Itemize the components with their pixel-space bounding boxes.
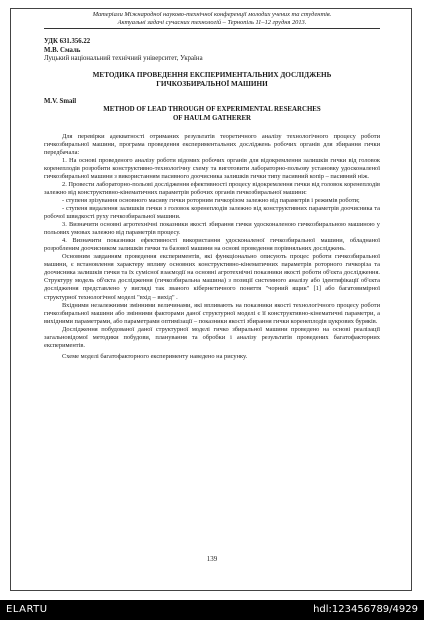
running-header-line1: Матеріали Міжнародної науково-технічної конференції молодих учених та студентів. bbox=[92, 11, 332, 18]
sub-list-item: - ступеня видалення залишків гички з головок коренеплодів залежно від конструктивних параметрів доочисника та робочої швидкості руху гичкозбиральної машини. bbox=[44, 204, 380, 221]
figure-reference: Схеме моделі багатофакторного експерименту наведено на рисунку. bbox=[62, 352, 248, 360]
paragraph: Для перевірки адекватності отриманих результатів теоретичного аналізу технологічного процесу роботи гичкозбиральної машини, програма проведення експериментальних досліджень робочих органів для збирання гички передбачала: bbox=[44, 132, 380, 156]
list-item: 1. На основі проведеного аналізу роботи відомих робочих органів для відокремлення залишків гички від головок коренеплодів розробити конструктивно-технологічну схему та виготовити лабораторно-польову установку удосконаленої гичкозбиральної машини з використанням пасивного доочисника залишків гички типу пасивний копір – пасивний ніж. bbox=[44, 156, 380, 180]
repository-footer-bar bbox=[0, 600, 424, 620]
paragraph: Основним завданням проведення експериментів, які функціонально описують процес роботи гичкозбиральної машини, є встановлення характеру впливу основних конструктивно-кінематичних параметрів роторного гичкоріза та доочисника залишків гички та їх сумісної взаємодії на основні агротехнічні показники якості роботи об'єкта дослідження. Структуру модель об'єкта дослідження (гичкозбиральна машина) з позиції системного аналізу або ідентифікації об'єкта дослідження представлено у вигляді так званого кібернетичного поняття "чорний ящик" [1] або багатовимірної структурної технологічної моделі "вхід – вихід" . bbox=[44, 253, 380, 301]
list-item: 3. Визначити основні агротехнічні показники якості збирання гички удосконаленою гичкозбиральною машиною у польових умовах залежно від параметрів процесу. bbox=[44, 221, 380, 237]
list-item: 4. Визначити показники ефективності використання удосконаленої гичкозбиральної машини, обладнаної розробленим доочисником залишків гички та базової машини на основі проведення порівняльних досліджень. bbox=[44, 237, 380, 253]
udk-code: УДК 631.356.22 bbox=[44, 38, 91, 45]
repository-name: ELARTU bbox=[6, 604, 48, 615]
article-title-en bbox=[44, 106, 380, 123]
page-number: 139 bbox=[206, 555, 218, 563]
running-header-line2: Актуальні задачі сучасних технологій – Тернопіль 11–12 грудня 2013. bbox=[117, 19, 307, 26]
title-en-line2: OF HAULM GATHERER bbox=[172, 114, 252, 122]
page-content bbox=[44, 11, 380, 361]
paragraph: Дослідження побудованої даної структурної моделі гичко збиральної машини проведено на основі реалізації загальновідомої методики побудови, планування та обробки і аналізу результатів проведених багатофакторних експериментів. bbox=[44, 325, 380, 349]
list-item: 2. Провести лабораторно-польові дослідження ефективності процесу відокремлення гички від головок коренеплодів залежно від конструктивно-кінематичних параметрів робочих органів гичкозбиральної машини: bbox=[44, 180, 380, 196]
title-en-line1: METHOD OF LEAD THROUGH OF EXPERIMENTAL RESEARCHES bbox=[103, 106, 321, 114]
paragraph: Вхідними незалежними змінними величинами, які впливають на показники якості технологічного процесу роботи гичкозбиральної машини або змінними факторами даної структурної моделі є її конструктивно-кінематичні параметри, а вихідними параметрами, або параметрами оптимізації – показники якості збирання гички коренеплодів цукрових буряків. bbox=[44, 301, 380, 325]
title-ua-line2: ГИЧКОЗБИРАЛЬНОЇ МАШИНИ bbox=[156, 79, 268, 88]
author-name-en: M.V. Smail bbox=[44, 97, 77, 105]
article-meta bbox=[44, 38, 380, 64]
author-affiliation: Луцький національний технічний університет, Україна bbox=[44, 55, 203, 63]
article-title-ua bbox=[44, 71, 380, 89]
article-body bbox=[44, 133, 380, 361]
title-ua-line1: МЕТОДИКА ПРОВЕДЕННЯ ЕКСПЕРИМЕНТАЛЬНИХ ДОСЛІДЖЕНЬ bbox=[92, 70, 332, 79]
author-name: М.В. Смаль bbox=[44, 46, 81, 54]
sub-list-item: - ступеня зрізування основного масиву гички роторним гичкорізом залежно від параметрів і режимів роботи; bbox=[62, 196, 360, 204]
handle-id: hdl:123456789/4929 bbox=[313, 604, 418, 615]
header-rule bbox=[44, 28, 380, 29]
